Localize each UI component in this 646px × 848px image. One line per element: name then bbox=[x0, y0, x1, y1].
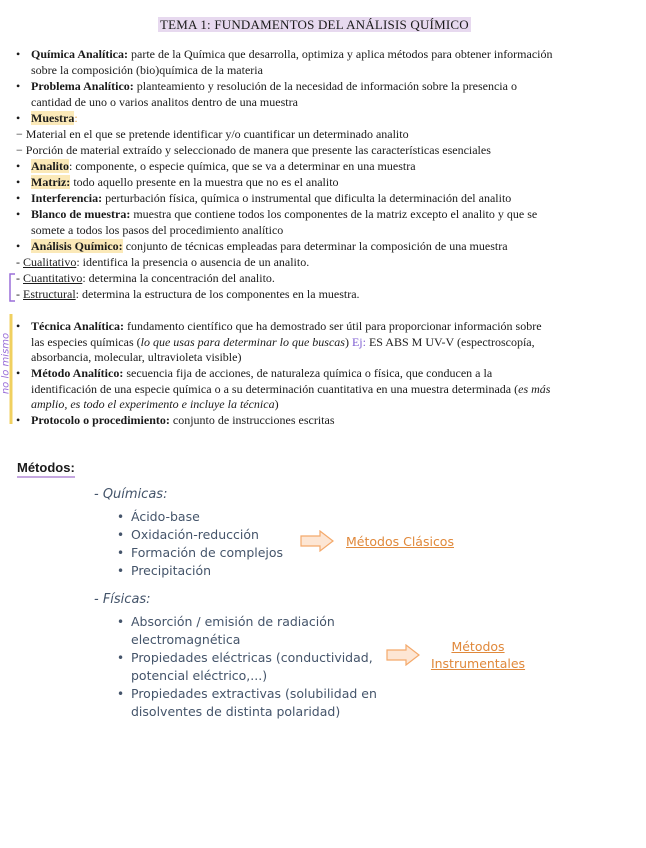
bullet: • bbox=[117, 687, 125, 701]
bullet: • bbox=[16, 79, 21, 93]
bullet: • bbox=[117, 510, 125, 524]
arrow-right-icon bbox=[300, 530, 334, 552]
bullet: • bbox=[16, 366, 21, 380]
metodos-instrumentales-label: Métodos Instrumentales bbox=[430, 639, 526, 671]
bullet: • bbox=[117, 528, 125, 542]
bullet: • bbox=[117, 651, 125, 665]
bullet: • bbox=[16, 207, 21, 221]
def-muestra: Muestra: bbox=[31, 111, 78, 125]
bullet: • bbox=[117, 564, 125, 578]
bullet: • bbox=[16, 191, 21, 205]
def-analisis-quimico: Análisis Químico: conjunto de técnicas empleadas para determinar la composición de una muestra bbox=[31, 239, 508, 253]
quimicas-item: Precipitación bbox=[131, 563, 212, 578]
side-note: no lo mismo bbox=[0, 332, 12, 395]
def-quimica-analitica: Química Analítica: parte de la Química que desarrolla, optimiza y aplica métodos para obtener información sobre la composición (bio)química de la materia bbox=[31, 47, 553, 77]
quimicas-item: Oxidación-reducción bbox=[131, 527, 259, 542]
def-metodo-analitico: Método Analítico: secuencia fija de acciones, de naturaleza química o física, que conducen a la identificación de una especie química o a su determinación cuantitativa en una muestra determinada (es más amplio, es todo el experimento e incluye la técnica) bbox=[31, 366, 551, 411]
bullet: • bbox=[16, 239, 21, 253]
muestra-dash-1: − Material en el que se pretende identificar y/o cuantificar un determinado analito bbox=[16, 127, 409, 141]
def-matriz: Matriz: todo aquello presente en la muestra que no es el analito bbox=[31, 175, 339, 189]
def-analito: Analito: componente, o especie química, que se va a determinar en una muestra bbox=[31, 159, 416, 173]
bullet: • bbox=[16, 413, 21, 427]
fisicas-item: Propiedades extractivas (solubilidad en disolventes de distinta polaridad) bbox=[131, 686, 377, 719]
quimicas-item: Ácido-base bbox=[131, 509, 200, 524]
def-interferencia: Interferencia: perturbación física, química o instrumental que dificulta la determinación del analito bbox=[31, 191, 512, 205]
def-blanco: Blanco de muestra: muestra que contiene todos los componentes de la matriz excepto el analito y que se somete a todos los pasos del procedimiento analítico bbox=[31, 207, 538, 237]
bracket-mark bbox=[7, 272, 17, 304]
fisicas-item: Propiedades eléctricas (conductividad, potencial eléctrico,...) bbox=[131, 650, 373, 683]
fisicas-label: - Físicas: bbox=[94, 592, 151, 607]
muestra-dash-2: − Porción de material extraído y seleccionado de manera que presente las características esenciales bbox=[16, 143, 491, 157]
def-problema-analitico: Problema Analítico: planteamiento y resolución de la necesidad de información sobre la presencia o cantidad de uno o varios analitos dentro de una muestra bbox=[31, 79, 517, 109]
def-protocolo: Protocolo o procedimiento: conjunto de instrucciones escritas bbox=[31, 413, 335, 427]
bullet: • bbox=[16, 159, 21, 173]
bullet: • bbox=[16, 319, 21, 333]
def-tecnica-analitica: Técnica Analítica: fundamento científico que ha demostrado ser útil para proporcionar información sobre las especies químicas (lo que usas para determinar lo que buscas) Ej: ES ABS M UV-V (espectroscopía, absorbancia, molecular, ultravioleta visible) bbox=[31, 319, 542, 364]
tipo-estructural: - Estructural: determina la estructura de los componentes en la muestra. bbox=[16, 287, 360, 301]
page-title: TEMA 1: FUNDAMENTOS DEL ANÁLISIS QUÍMICO bbox=[160, 17, 469, 32]
bullet: • bbox=[16, 111, 21, 125]
bullet: • bbox=[16, 47, 21, 61]
bullet: • bbox=[117, 615, 125, 629]
methods-heading: Métodos: bbox=[17, 460, 75, 478]
tipo-cuantitativo: - Cuantitativo: determina la concentración del analito. bbox=[16, 271, 275, 285]
arrow-right-icon bbox=[386, 644, 420, 666]
quimicas-item: Formación de complejos bbox=[131, 545, 284, 560]
bullet: • bbox=[117, 546, 125, 560]
quimicas-label: - Químicas: bbox=[94, 487, 168, 502]
tipo-cualitativo: - Cualitativo: identifica la presencia o ausencia de un analito. bbox=[16, 255, 310, 269]
metodos-clasicos-label: Métodos Clásicos bbox=[346, 534, 454, 549]
fisicas-item: Absorción / emisión de radiación electromagnética bbox=[131, 614, 335, 647]
bullet: • bbox=[16, 175, 21, 189]
